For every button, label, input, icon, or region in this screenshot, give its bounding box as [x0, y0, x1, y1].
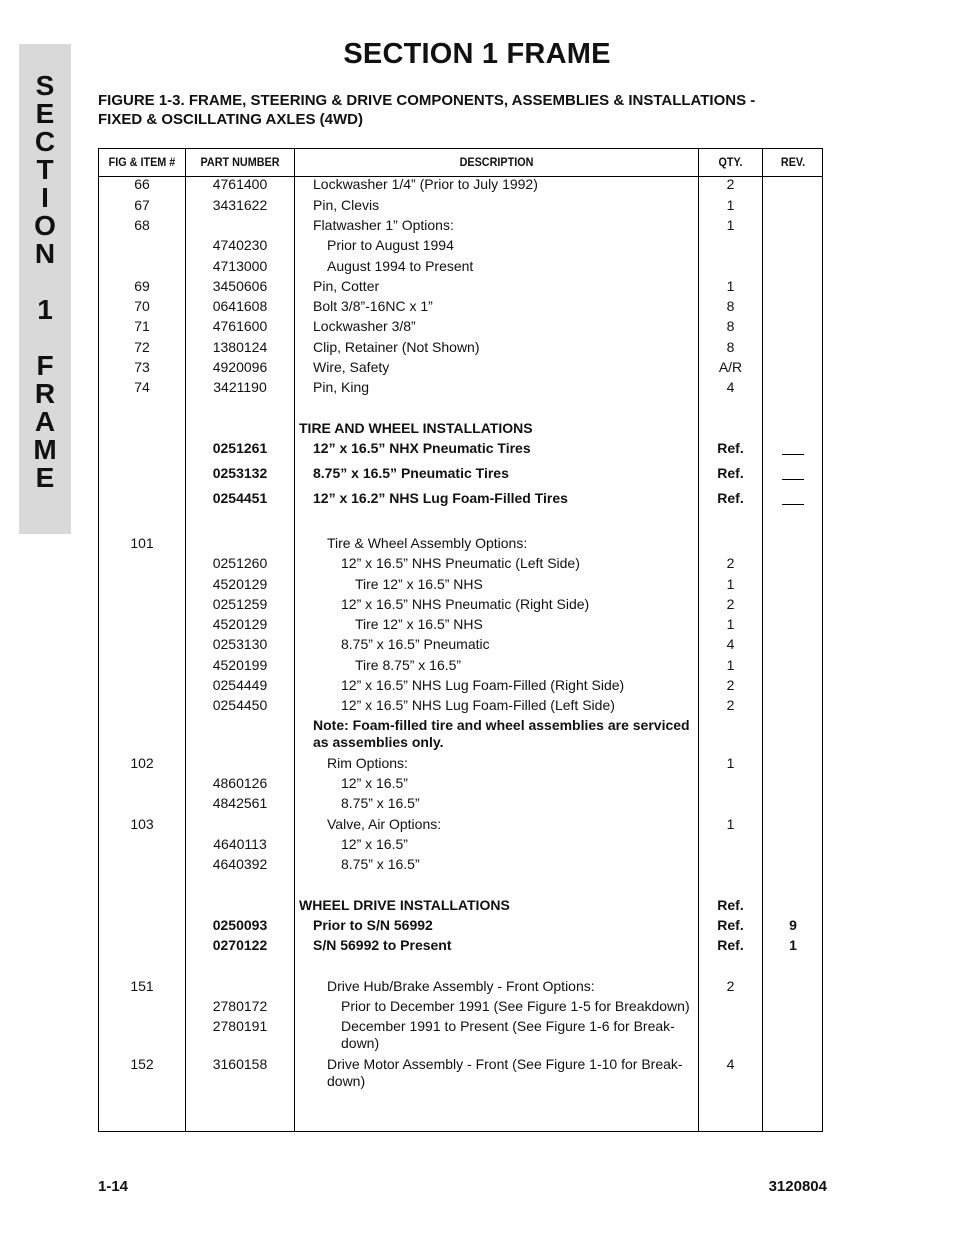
qty-cell: 8 [726, 298, 735, 314]
side-tab-letter: E [35, 462, 55, 493]
qty-cell: Ref. [717, 897, 744, 913]
rev-blank-line [782, 504, 804, 505]
description-cell: Lockwasher 3/8” [313, 318, 416, 334]
qty-cell: 2 [726, 677, 735, 693]
qty-cell: 2 [726, 596, 735, 612]
side-tab-letter: N [34, 238, 56, 269]
part-number-cell: 3421190 [213, 379, 267, 395]
description-cell: Prior to August 1994 [327, 237, 454, 253]
qty-cell: 8 [726, 318, 735, 334]
fig-item-cell: 66 [134, 176, 150, 192]
fig-item-cell: 102 [130, 755, 154, 771]
description-cell: Tire 12” x 16.5” NHS [355, 576, 483, 592]
part-number-cell: 4920096 [212, 359, 268, 375]
parts-table [98, 148, 823, 1132]
qty-cell: 4 [726, 379, 735, 395]
description-cell: Tire & Wheel Assembly Options: [327, 535, 528, 551]
part-number-cell: 2780172 [212, 998, 268, 1014]
part-number-cell: 0641608 [212, 298, 268, 314]
part-number-cell: 4640113 [213, 836, 267, 852]
column-divider [762, 149, 763, 1131]
page-number: 1-14 [98, 1178, 129, 1195]
description-cell: Lockwasher 1/4” (Prior to July 1992) [313, 176, 538, 192]
part-number-cell: 0270122 [212, 937, 268, 953]
qty-cell: 1 [726, 616, 735, 632]
rev-blank [763, 440, 823, 457]
document-number: 3120804 [768, 1178, 827, 1195]
qty-cell: 1 [726, 197, 735, 213]
header-fig-item: FIG & ITEM # [108, 155, 176, 169]
part-number-cell: 0251260 [212, 555, 268, 571]
description-cell: Note: Foam-filled tire and wheel assemblies are serviced as assemblies only. [313, 717, 690, 750]
qty-cell: 1 [726, 657, 735, 673]
side-tab-letters [19, 72, 71, 492]
part-number-cell: 4842561 [212, 795, 268, 811]
description-cell: Prior to December 1991 (See Figure 1-5 for Breakdown) [341, 998, 690, 1014]
fig-item-cell: 101 [130, 535, 154, 551]
description-cell: Drive Motor Assembly - Front (See Figure 1-10 for Break-down) [327, 1056, 683, 1089]
side-tab-letter: S [35, 70, 55, 101]
part-number-cell: 0253130 [212, 636, 268, 652]
description-cell: 8.75” x 16.5” Pneumatic Tires [313, 465, 509, 481]
part-number-cell: 4713000 [212, 258, 268, 274]
part-number-cell: 4520129 [212, 576, 268, 592]
fig-item-cell: 71 [134, 318, 150, 334]
figure-title-line-1: FIGURE 1-3. FRAME, STEERING & DRIVE COMPONENTS, ASSEMBLIES & INSTALLATIONS - [98, 92, 756, 109]
part-number-cell: 3160158 [212, 1056, 268, 1072]
description-cell: Bolt 3/8”-16NC x 1” [313, 298, 433, 314]
part-number-cell: 0250093 [212, 917, 268, 933]
part-number-cell: 2780191 [212, 1018, 268, 1034]
side-tab-letter: A [34, 406, 56, 437]
qty-cell: 1 [726, 816, 735, 832]
description-cell: Clip, Retainer (Not Shown) [313, 339, 480, 355]
side-tab-letter: O [34, 210, 56, 241]
description-cell: Valve, Air Options: [327, 816, 442, 832]
fig-item-cell: 72 [134, 339, 150, 355]
qty-cell: A/R [718, 359, 743, 375]
part-number-cell: 4520199 [212, 657, 268, 673]
part-number-cell: 0254450 [212, 697, 268, 713]
qty-cell: Ref. [717, 937, 744, 953]
fig-item-cell: 68 [134, 217, 150, 233]
rev-cell: 1 [789, 937, 797, 953]
part-number-cell: 4520129 [212, 616, 268, 632]
description-cell: 12” x 16.5” [341, 836, 408, 852]
description-cell: 12” x 16.2” NHS Lug Foam-Filled Tires [313, 490, 568, 506]
rev-cell: 9 [789, 917, 797, 933]
qty-cell: 8 [726, 339, 735, 355]
section-side-tab [19, 44, 71, 534]
part-number-cell: 0251259 [212, 596, 268, 612]
description-cell: 8.75” x 16.5” Pneumatic [341, 636, 490, 652]
description-cell: 12” x 16.5” NHS Lug Foam-Filled (Right Side) [341, 677, 625, 693]
part-number-cell: 0253132 [212, 465, 268, 481]
fig-item-cell: 70 [134, 298, 150, 314]
description-cell: 8.75” x 16.5” [341, 856, 420, 872]
rev-blank [763, 490, 823, 507]
qty-cell: Ref. [717, 490, 744, 506]
side-tab-letter: R [34, 378, 56, 409]
description-cell: December 1991 to Present (See Figure 1-6 for Break-down) [341, 1018, 675, 1051]
rev-blank-line [782, 479, 804, 480]
figure-title [98, 91, 818, 129]
side-tab-letter [19, 268, 71, 296]
side-tab-letter: C [34, 126, 56, 157]
rev-blank-line [782, 454, 804, 455]
description-cell: Drive Hub/Brake Assembly - Front Options: [327, 978, 595, 994]
header-qty: QTY. [718, 155, 743, 169]
qty-cell: 1 [726, 755, 735, 771]
description-cell: Rim Options: [327, 755, 408, 771]
description-cell: WHEEL DRIVE INSTALLATIONS [299, 897, 510, 913]
description-cell: Pin, Clevis [313, 197, 380, 213]
part-number-cell: 0254449 [212, 677, 268, 693]
description-cell: 12” x 16.5” NHS Lug Foam-Filled (Left Side) [341, 697, 615, 713]
part-number-cell: 0251261 [212, 440, 268, 456]
description-cell: Wire, Safety [313, 359, 390, 375]
description-cell: 8.75” x 16.5” [341, 795, 420, 811]
rev-blank [763, 465, 823, 482]
header-rev: REV. [780, 155, 806, 169]
side-tab-letter: T [36, 154, 54, 185]
qty-cell: 2 [726, 555, 735, 571]
fig-item-cell: 151 [130, 978, 154, 994]
part-number-cell: 3431622 [212, 197, 268, 213]
qty-cell: Ref. [717, 917, 744, 933]
header-description: DESCRIPTION [459, 155, 534, 169]
description-cell: Pin, Cotter [313, 278, 380, 294]
part-number-cell: 4740230 [212, 237, 268, 253]
side-tab-letter: 1 [37, 294, 53, 325]
description-cell: 12” x 16.5” [341, 775, 408, 791]
side-tab-letter: E [35, 98, 55, 129]
qty-cell: 2 [726, 697, 735, 713]
qty-cell: 4 [726, 1056, 735, 1072]
side-tab-letter: I [41, 182, 49, 213]
section-title: SECTION 1 FRAME [343, 38, 611, 70]
qty-cell: 1 [726, 278, 735, 294]
fig-item-cell: 69 [134, 278, 150, 294]
description-cell: Flatwasher 1” Options: [313, 217, 454, 233]
description-cell: S/N 56992 to Present [313, 937, 452, 953]
qty-cell: 4 [726, 636, 735, 652]
fig-item-cell: 103 [130, 816, 154, 832]
description-cell: Pin, King [313, 379, 370, 395]
qty-cell: 1 [726, 217, 735, 233]
description-cell: 12” x 16.5” NHX Pneumatic Tires [313, 440, 531, 456]
description-cell: 12” x 16.5” NHS Pneumatic (Right Side) [341, 596, 590, 612]
qty-cell: 2 [726, 978, 735, 994]
side-tab-letter [19, 324, 71, 352]
fig-item-cell: 67 [134, 197, 150, 213]
qty-cell: 2 [726, 176, 735, 192]
qty-cell: Ref. [717, 440, 744, 456]
figure-title-line-2: FIXED & OSCILLATING AXLES (4WD) [98, 111, 363, 128]
description-cell: August 1994 to Present [327, 258, 474, 274]
fig-item-cell: 74 [134, 379, 150, 395]
part-number-cell: 0254451 [212, 490, 268, 506]
column-divider [294, 149, 295, 1131]
qty-cell: 1 [726, 576, 735, 592]
fig-item-cell: 73 [134, 359, 150, 375]
part-number-cell: 4761400 [212, 176, 268, 192]
description-cell: Tire 12” x 16.5” NHS [355, 616, 483, 632]
part-number-cell: 3450606 [212, 278, 268, 294]
part-number-cell: 4860126 [212, 775, 268, 791]
qty-cell: Ref. [717, 465, 744, 481]
side-tab-letter: M [33, 434, 57, 465]
header-part-number: PART NUMBER [200, 155, 280, 169]
part-number-cell: 4761600 [212, 318, 268, 334]
part-number-cell: 4640392 [212, 856, 268, 872]
part-number-cell: 1380124 [212, 339, 268, 355]
description-cell: Tire 8.75” x 16.5” [355, 657, 462, 673]
description-cell: Prior to S/N 56992 [313, 917, 433, 933]
description-cell: 12” x 16.5” NHS Pneumatic (Left Side) [341, 555, 580, 571]
side-tab-letter: F [36, 350, 54, 381]
fig-item-cell: 152 [130, 1056, 154, 1072]
description-cell: TIRE AND WHEEL INSTALLATIONS [299, 420, 533, 436]
